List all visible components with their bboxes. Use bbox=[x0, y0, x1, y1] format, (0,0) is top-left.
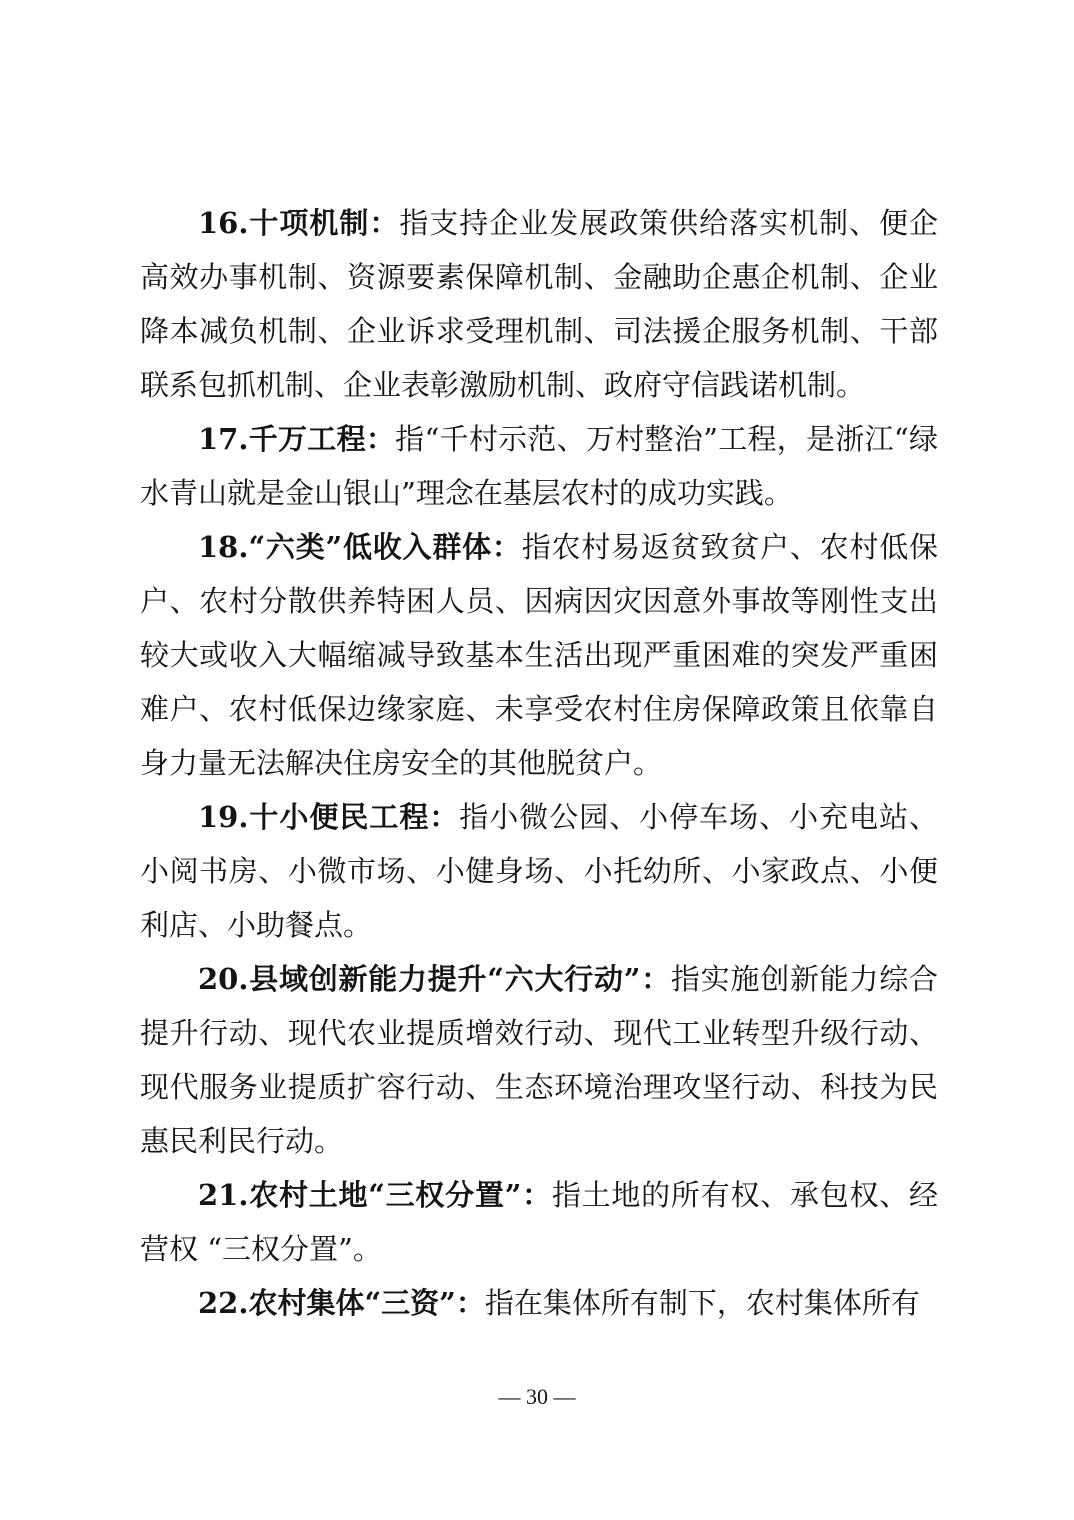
glossary-entry-18 bbox=[140, 520, 938, 790]
entry-text: 指实施创新能力综合提升行动、现代农业提质增效行动、现代工业转型升级行动、现代服务业提质扩容行动、生态环境治理攻坚行动、科技为民惠民利民行动。 bbox=[140, 962, 938, 1158]
glossary-entry-19 bbox=[140, 790, 938, 952]
entry-text: 指小微公园、小停车场、小充电站、小阅书房、小微市场、小健身场、小托幼所、小家政点、小便利店、小助餐点。 bbox=[140, 800, 938, 942]
entry-term: 18.“六类”低收入群体： bbox=[198, 530, 522, 564]
entry-text: 指在集体所有制下，农村集体所有 bbox=[484, 1286, 920, 1320]
entry-term: 19.十小便民工程： bbox=[198, 800, 460, 834]
glossary-entry-21 bbox=[140, 1168, 938, 1276]
page-number: — 30 — bbox=[498, 1384, 576, 1409]
entry-term: 21.农村土地“三权分置”： bbox=[198, 1178, 552, 1212]
glossary-entry-20 bbox=[140, 952, 938, 1168]
entry-term: 20.县域创新能力提升“六大行动”： bbox=[198, 962, 671, 996]
entry-term: 16.十项机制： bbox=[198, 206, 400, 240]
entry-text: 指支持企业发展政策供给落实机制、便企高效办事机制、资源要素保障机制、金融助企惠企机制、企业降本减负机制、企业诉求受理机制、司法援企服务机制、干部联系包抓机制、企业表彰激励机制、政府守信践诺机制。 bbox=[140, 206, 938, 402]
glossary-entry-22 bbox=[140, 1276, 938, 1330]
entry-text: 指“千村示范、万村整治”工程，是浙江“绿水青山就是金山银山”理念在基层农村的成功实践。 bbox=[140, 422, 939, 510]
entry-text: 指土地的所有权、承包权、经营权 “三权分置”。 bbox=[140, 1178, 938, 1266]
glossary-content bbox=[140, 196, 938, 1330]
entry-term: 17.千万工程： bbox=[198, 422, 396, 456]
entry-text: 指农村易返贫致贫户、农村低保户、农村分散供养特困人员、因病因灾因意外事故等刚性支出较大或收入大幅缩减导致基本生活出现严重困难的突发严重困难户、农村低保边缘家庭、未享受农村住房保障政策且依靠自身力量无法解决住房安全的其他脱贫户。 bbox=[140, 530, 938, 780]
glossary-entry-17 bbox=[140, 412, 938, 520]
glossary-entry-16 bbox=[140, 196, 938, 412]
entry-term: 22.农村集体“三资”： bbox=[198, 1286, 485, 1320]
